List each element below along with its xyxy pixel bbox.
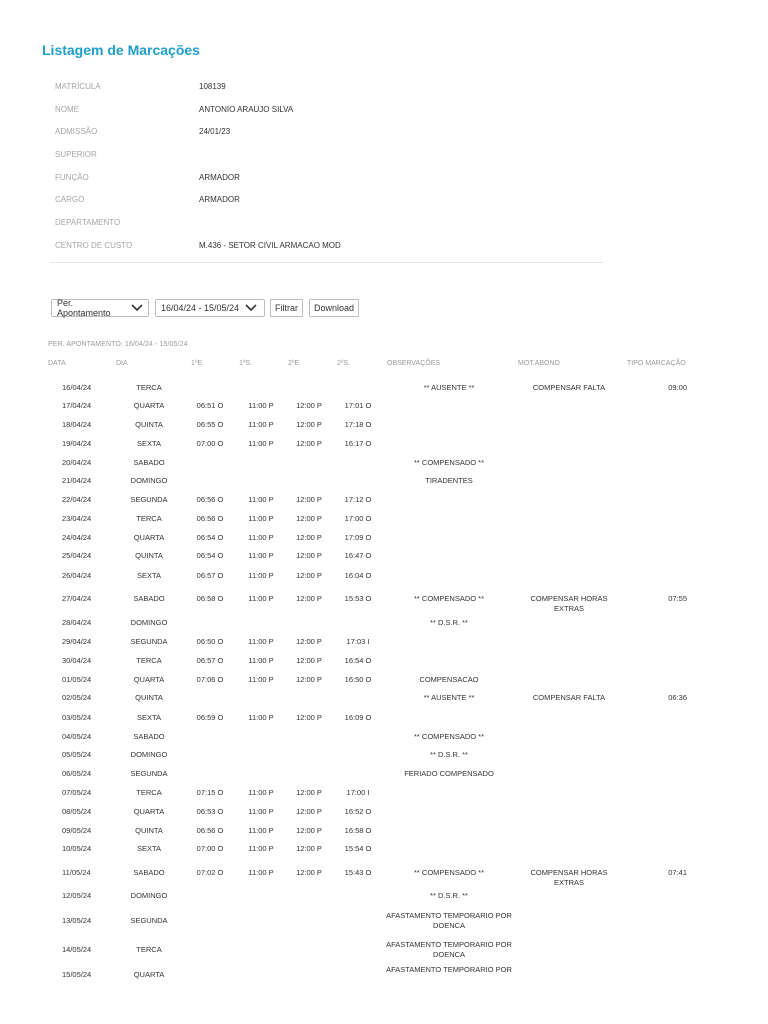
period-caption: PER. APONTAMENTO: 16/04/24 - 15/05/24 [48,341,188,348]
info-row [50,120,603,143]
cell-data: 24/04/24 [62,533,92,542]
cell-data: 11/05/24 [62,868,91,877]
cell-1e: 06:56 O [196,495,224,504]
cell-2s: 16:58 O [344,826,372,835]
cell-2s: 15:53 O [344,594,372,603]
cell-1e: 06:56 O [196,514,224,523]
cell-observacoes: ** D.S.R. ** [430,891,468,900]
cell-2s: 16:52 O [344,807,372,816]
cell-1s: 11:00 P [248,439,274,448]
cell-dia: SEGUNDA [130,637,168,646]
info-label: FUNÇÃO [55,172,89,182]
info-label: SUPERIOR [55,150,97,160]
cell-2e: 12:00 P [296,514,322,523]
cell-data: 16/04/24 [62,383,92,392]
info-label: MATRÍCULA [55,82,101,91]
cell-1s: 11:00 P [248,675,274,684]
info-value: ANTONIO ARAUJO SILVA [199,104,294,114]
cell-2s: 17:03 I [346,637,370,646]
cell-mot-abono: COMPENSAR FALTA [532,693,606,702]
cell-dia: TERCA [136,945,162,954]
cell-2s: 16:47 O [344,551,372,560]
period-type-select[interactable] [51,299,149,317]
cell-dia: DOMINGO [130,476,168,485]
cell-1s: 11:00 P [248,868,274,877]
cell-dia: TERCA [136,383,162,392]
info-row [50,98,603,121]
col-header-dia: DIA [116,360,128,367]
cell-1e: 07:02 O [196,868,224,877]
cell-1e: 06:55 O [196,420,224,429]
cell-2s: 17:12 O [344,495,372,504]
cell-2e: 12:00 P [296,594,322,603]
cell-1s: 11:00 P [248,713,274,722]
cell-mot-abono: COMPENSAR HORAS EXTRAS [530,868,608,887]
cell-1s: 11:00 P [248,637,274,646]
cell-2e: 12:00 P [296,826,322,835]
cell-2e: 12:00 P [296,401,322,410]
cell-2e: 12:00 P [296,551,322,560]
cell-1s: 11:00 P [248,826,274,835]
col-header-mot-abono: MOT.ABONO [518,360,561,367]
cell-data: 19/04/24 [62,439,92,448]
period-type-value: Per. Apontamento [57,298,111,318]
cell-1s: 11:00 P [248,533,274,542]
cell-observacoes: COMPENSACAO [419,675,479,684]
cell-dia: QUARTA [133,970,165,979]
cell-data: 10/05/24 [62,844,92,853]
cell-1e: 07:00 O [196,439,224,448]
cell-data: 30/04/24 [62,656,92,665]
col-header-observacoes: OBSERVAÇÕES [387,360,441,367]
cell-2e: 12:00 P [296,868,322,877]
cell-observacoes: AFASTAMENTO TEMPORARIO POR DOENCA [386,911,512,930]
info-label: DEPARTAMENTO [55,218,121,228]
cell-1e: 06:58 O [196,594,224,603]
cell-2e: 12:00 P [296,713,322,722]
cell-data: 12/05/24 [62,891,92,900]
cell-data: 20/04/24 [62,458,92,467]
col-header-tipo-marcacao: TIPO MARCAÇÃO [627,360,686,367]
cell-1e: 06:53 O [196,807,224,816]
cell-observacoes: ** COMPENSADO ** [413,458,485,467]
cell-data: 04/05/24 [62,732,92,741]
cell-observacoes: ** COMPENSADO ** [413,732,485,741]
cell-2s: 15:43 O [344,868,372,877]
cell-2s: 17:18 O [344,420,372,429]
cell-1s: 11:00 P [248,551,274,560]
cell-2e: 12:00 P [296,420,322,429]
cell-tipo-marcacao: 07:55 [668,594,687,603]
info-row [50,211,603,234]
cell-data: 26/04/24 [62,571,92,580]
cell-observacoes: ** D.S.R. ** [430,618,468,627]
cell-data: 29/04/24 [62,637,92,646]
cell-dia: SEGUNDA [130,916,168,925]
cell-dia: SEXTA [136,713,162,722]
col-header-data: DATA [48,360,66,367]
cell-data: 02/05/24 [62,693,92,702]
cell-1s: 11:00 P [248,514,274,523]
cell-dia: QUARTA [133,675,165,684]
chevron-down-icon [245,304,257,312]
cell-1e: 06:54 O [196,551,224,560]
cell-data: 03/05/24 [62,713,92,722]
cell-2e: 12:00 P [296,571,322,580]
filter-button[interactable]: Filtrar [270,299,303,317]
col-header-1e: 1ºE. [191,360,205,367]
cell-1e: 06:56 O [196,826,224,835]
cell-dia: SABADO [133,732,165,741]
cell-observacoes: AFASTAMENTO TEMPORARIO POR [386,965,512,974]
cell-2s: 16:17 O [344,439,372,448]
cell-2s: 15:54 O [344,844,372,853]
cell-dia: SEXTA [136,571,162,580]
cell-tipo-marcacao: 06:36 [668,693,687,702]
cell-1s: 11:00 P [248,420,274,429]
cell-data: 27/04/24 [62,594,92,603]
cell-1e: 06:51 O [196,401,224,410]
cell-mot-abono: COMPENSAR FALTA [532,383,606,392]
cell-data: 13/05/24 [62,916,92,925]
cell-data: 22/04/24 [62,495,92,504]
cell-1e: 06:50 O [196,637,224,646]
cell-1e: 06:54 O [196,533,224,542]
cell-1e: 07:06 O [196,675,224,684]
cell-dia: SEGUNDA [130,495,168,504]
info-row [50,75,603,98]
info-divider [50,262,603,263]
cell-1e: 06:57 O [196,571,224,580]
info-label: ADMISSÃO [55,127,98,137]
cell-observacoes: FERIADO COMPENSADO [404,769,494,778]
info-row [50,188,603,211]
col-header-2s: 2ºS. [337,360,351,367]
cell-2e: 12:00 P [296,637,322,646]
cell-2e: 12:00 P [296,807,322,816]
info-value: M.436 - SETOR CIVIL ARMACAO MOD [199,240,341,250]
table-header [0,360,768,370]
cell-2s: 16:04 O [344,571,372,580]
cell-dia: QUINTA [135,551,163,560]
cell-data: 01/05/24 [62,675,92,684]
info-value: 24/01/23 [199,127,231,137]
cell-dia: DOMINGO [130,750,168,759]
cell-dia: SABADO [133,594,165,603]
info-value: 108139 [199,82,226,91]
cell-2e: 12:00 P [296,439,322,448]
cell-2e: 12:00 P [296,495,322,504]
cell-2s: 16:54 O [344,656,372,665]
cell-tipo-marcacao: 09:00 [668,383,687,392]
cell-1e: 07:00 O [196,844,224,853]
cell-2s: 17:01 O [344,401,372,410]
cell-dia: QUINTA [135,693,163,702]
page-title: Listagem de Marcações [42,42,200,58]
period-range-value: 16/04/24 - 15/05/24 [161,303,240,313]
info-row [50,143,603,166]
cell-data: 08/05/24 [62,807,92,816]
cell-1e: 06:57 O [196,656,224,665]
cell-1s: 11:00 P [248,807,274,816]
cell-1e: 06:59 O [196,713,224,722]
cell-data: 17/04/24 [62,401,92,410]
cell-2s: 16:50 O [344,675,372,684]
download-button[interactable]: Download [309,299,359,317]
cell-1s: 11:00 P [248,656,274,665]
cell-dia: DOMINGO [130,618,168,627]
info-label: CARGO [55,195,85,205]
cell-dia: DOMINGO [130,891,168,900]
cell-data: 06/05/24 [62,769,92,778]
cell-observacoes: ** COMPENSADO ** [413,594,485,603]
cell-2e: 12:00 P [296,656,322,665]
cell-data: 21/04/24 [62,476,92,485]
info-row [50,234,603,257]
info-label: CENTRO DE CUSTO [55,240,133,250]
cell-2s: 17:09 O [344,533,372,542]
cell-dia: SEGUNDA [130,769,168,778]
cell-observacoes: ** COMPENSADO ** [413,868,485,877]
cell-dia: SABADO [133,458,165,467]
cell-data: 23/04/24 [62,514,92,523]
cell-observacoes: TIRADENTES [425,476,473,485]
cell-dia: QUARTA [133,533,165,542]
cell-1s: 11:00 P [248,495,274,504]
cell-observacoes: ** AUSENTE ** [423,383,475,392]
cell-2s: 17:00 O [344,514,372,523]
info-label: NOME [55,104,79,114]
col-header-1s: 1ºS. [239,360,253,367]
cell-dia: SEXTA [136,844,162,853]
cell-2e: 12:00 P [296,788,322,797]
cell-observacoes: ** AUSENTE ** [423,693,475,702]
cell-data: 25/04/24 [62,551,92,560]
cell-mot-abono: COMPENSAR HORAS EXTRAS [530,594,608,613]
cell-dia: SABADO [133,868,165,877]
cell-2e: 12:00 P [296,844,322,853]
cell-data: 28/04/24 [62,618,92,627]
cell-dia: SEXTA [136,439,162,448]
cell-1s: 11:00 P [248,401,274,410]
cell-1s: 11:00 P [248,594,274,603]
cell-observacoes: ** D.S.R. ** [430,750,468,759]
cell-data: 15/05/24 [62,970,92,979]
cell-1s: 11:00 P [248,571,274,580]
chevron-down-icon [131,304,143,312]
cell-2e: 12:00 P [296,675,322,684]
cell-dia: QUARTA [133,807,165,816]
cell-2s: 17:00 I [346,788,370,797]
col-header-2e: 2ºE. [288,360,302,367]
cell-2e: 12:00 P [296,533,322,542]
info-value: ARMADOR [199,195,240,205]
info-row [50,166,603,189]
employee-info [50,75,603,257]
cell-dia: QUINTA [135,826,163,835]
period-range-select[interactable] [155,299,265,317]
cell-data: 09/05/24 [62,826,92,835]
cell-dia: TERCA [136,656,162,665]
cell-data: 18/04/24 [62,420,92,429]
cell-dia: QUINTA [135,420,163,429]
cell-data: 07/05/24 [62,788,92,797]
cell-1s: 11:00 P [248,788,274,797]
cell-data: 05/05/24 [62,750,92,759]
cell-observacoes: AFASTAMENTO TEMPORARIO POR DOENCA [386,940,512,959]
cell-1e: 07:15 O [196,788,224,797]
cell-dia: TERCA [136,514,162,523]
cell-1s: 11:00 P [248,844,274,853]
cell-data: 14/05/24 [62,945,92,954]
cell-dia: TERCA [136,788,162,797]
cell-dia: QUARTA [133,401,165,410]
cell-tipo-marcacao: 07:41 [668,868,687,877]
cell-2s: 16:09 O [344,713,372,722]
info-value: ARMADOR [199,172,240,182]
